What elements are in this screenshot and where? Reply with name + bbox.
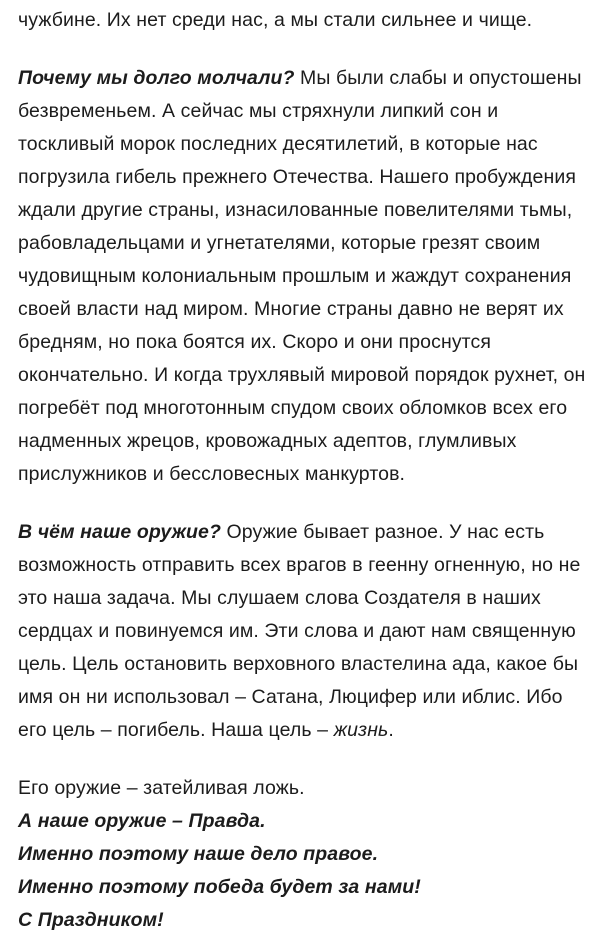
paragraph-text-tail: . [388,719,394,741]
paragraph-their-weapon [18,772,586,805]
paragraph-victory-will-be-ours [18,871,586,904]
paragraph-emphasis-life: жизнь [333,719,389,741]
paragraph-fragment-continuation [18,0,586,37]
paragraph-our-weapon-truth [18,805,586,838]
paragraph-text: С Праздником! [18,909,164,931]
paragraph-lead-in-question: В чём наше оружие? [18,521,222,543]
paragraph-lead-in-question: Почему мы долго молчали? [18,67,295,89]
paragraph-text: Именно поэтому наше дело правое. [18,843,379,865]
paragraph-why-we-were-silent [18,62,586,491]
paragraph-text: Его оружие – затейливая ложь. [18,777,305,799]
paragraph-our-cause-is-just [18,838,586,871]
paragraph-text: чужбине. Их нет среди нас, а мы стали сильнее и чище. [18,9,533,31]
paragraph-our-weapon [18,516,586,747]
paragraph-text: А наше оружие – Правда. [18,810,266,832]
paragraph-text: Мы были слабы и опустошены безвременьем. А сейчас мы стряхнули липкий сон и тоскливый морок последних десятилетий, в которые нас погрузила гибель прежнего Отечества. Нашего пробуждения ждали другие страны, изнасилованные повелителями тьмы, рабовладельцами и угнетателями, которые грезят своим чудовищным колониальным прошлым и жаждут сохранения своей власти над миром. Многие страны давно не верят их бредням, но пока боятся их. Скоро и они проснутся окончательно. И когда трухлявый мировой порядок рухнет, он погребёт под многотонным спудом своих обломков всех его надменных жрецов, кровожадных адептов, глумливых прислужников и бессловесных манкуртов. [18,67,586,485]
paragraph-text: Оружие бывает разное. У нас есть возможность отправить всех врагов в геенну огненную, но не это наша задача. Мы слушаем слова Создателя в наших сердцах и повинуемся им. Эти слова и дают нам священную цель. Цель остановить верховного властелина ада, какое бы имя он ни использовал – Сатана, Люцифер или иблис. Ибо его цель – погибель. Наша цель – [18,521,581,741]
paragraph-text: Именно поэтому победа будет за нами! [18,876,421,898]
paragraph-holiday-greeting [18,904,586,937]
